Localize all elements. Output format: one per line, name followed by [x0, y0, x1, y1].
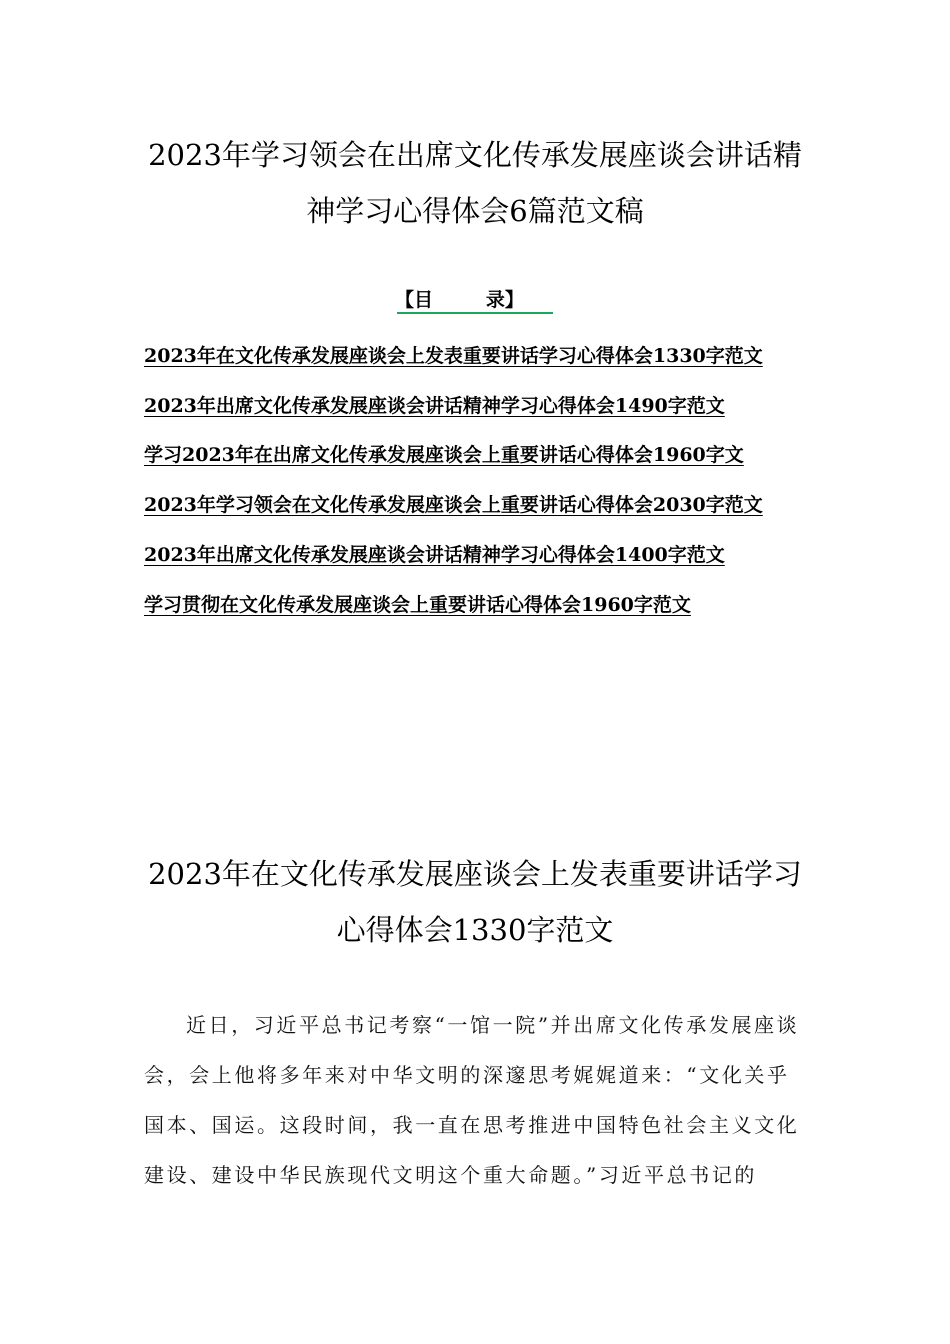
section-title-line-2: 心得体会1330字范文 [336, 913, 614, 947]
document-title-line-2: 神学习心得体会6篇范文稿 [306, 194, 644, 228]
toc-heading [395, 284, 555, 316]
toc-link-4[interactable]: 2023年学习领会在文化传承发展座谈会上重要讲话心得体会2030字范文 [144, 494, 763, 517]
toc-heading-underline [397, 312, 553, 314]
body-paragraph: 近日，习近平总书记考察“一馆一院”并出席文化传承发展座谈会，会上他将多年来对中华文明的深邃思考娓娓道来：“文化关乎国本、国运。这段时间，我一直在思考推进中国特色社会主义文化建设、建设中华民族现代文明这个重大命题。”习近平总书记的 [144, 1013, 800, 1187]
section-title [100, 846, 850, 958]
toc-link-1[interactable]: 2023年在文化传承发展座谈会上发表重要讲话学习心得体会1330字范文 [144, 345, 763, 367]
document-title-line-1: 2023年学习领会在出席文化传承发展座谈会讲话精 [148, 138, 802, 172]
toc-link-5[interactable]: 2023年出席文化传承发展座谈会讲话精神学习心得体会1400字范文 [144, 543, 725, 566]
toc-list [144, 332, 810, 630]
toc-link-3[interactable]: 学习2023年在出席文化传承发展座谈会上重要讲话心得体会1960字文 [144, 444, 744, 467]
document-title [100, 127, 850, 239]
toc-heading-label: 【目 录】 [395, 289, 524, 311]
toc-link-6[interactable]: 学习贯彻在文化传承发展座谈会上重要讲话心得体会1960字范文 [144, 593, 691, 616]
section-title-line-1: 2023年在文化传承发展座谈会上发表重要讲话学习 [148, 857, 802, 891]
toc-link-2[interactable]: 2023年出席文化传承发展座谈会讲话精神学习心得体会1490字范文 [144, 394, 725, 417]
